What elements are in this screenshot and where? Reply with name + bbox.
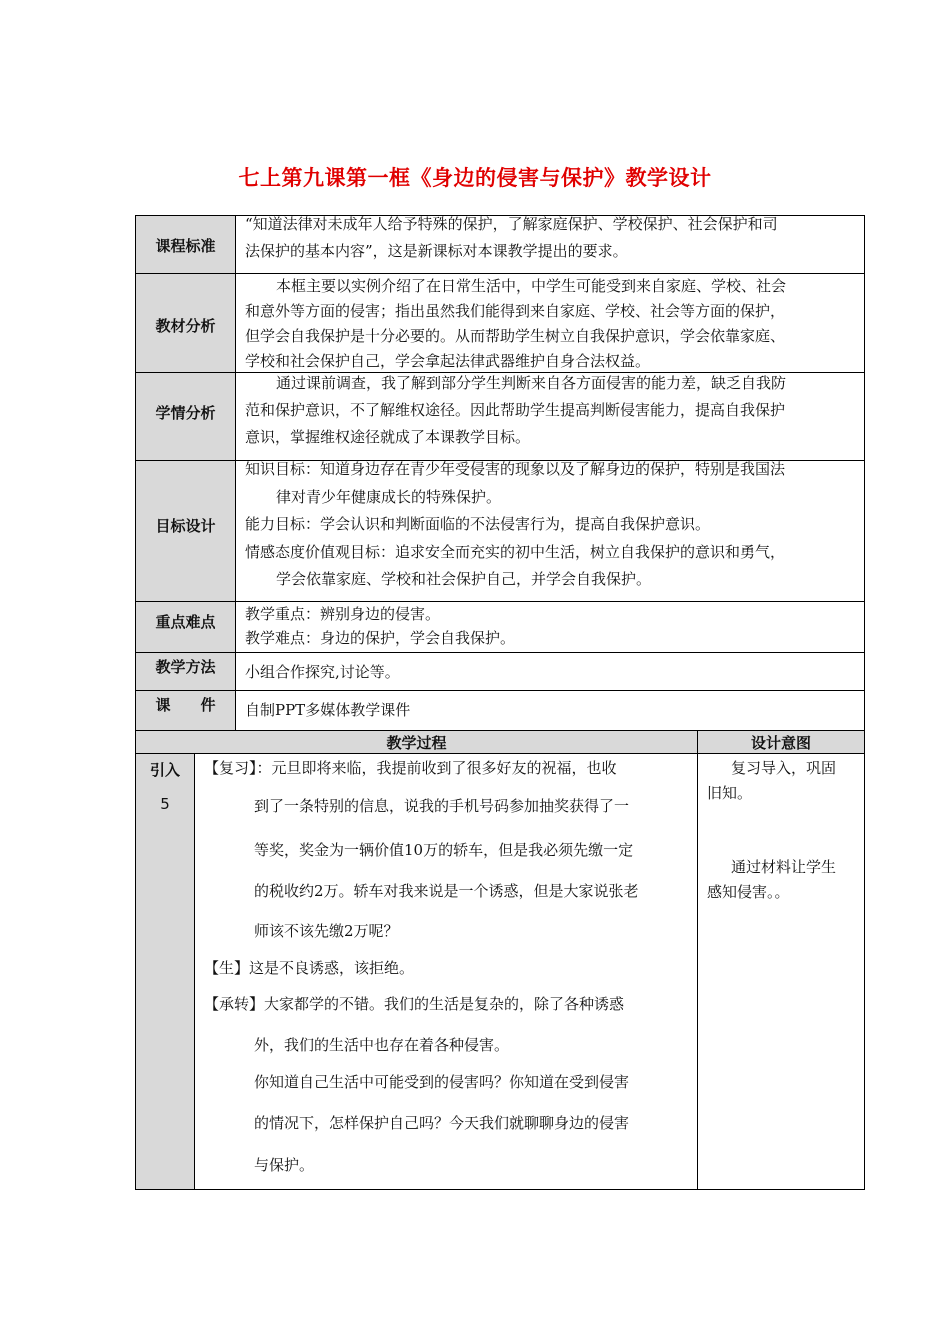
label-teaching-method: 教学方法 [155,658,216,676]
process-line: 师该不该先缴2万呢？ [254,922,399,940]
label-material-analysis: 教材分析 [155,317,216,335]
label-courseware: 课 件 [155,696,216,714]
process-line: 【复习】：元旦即将来临，我提前收到了很多好友的祝福，也收 [204,759,617,777]
material-line: 学校和社会保护自己，学会拿起法律武器维护自身合法权益。 [245,352,651,370]
goal-line: 知识目标：知道身边存在青少年受侵害的现象以及了解身边的保护，特别是我国法 [245,460,786,478]
courseware-text: 自制PPT多媒体教学课件 [245,701,411,719]
keypoint-line: 教学重点：辨别身边的侵害。 [245,605,441,623]
process-header: 教学过程 [386,734,447,752]
intent-line: 感知侵害。。 [707,883,790,901]
label-course-standard: 课程标准 [155,237,216,255]
process-line: 的情况下，怎样保护自己吗？今天我们就聊聊身边的侵害 [254,1114,630,1132]
intent-line: 复习导入，巩固 [731,759,837,777]
label-goal-design: 目标设计 [155,517,216,535]
students-line: 通过课前调查，我了解到部分学生判断来自各方面侵害的能力差，缺乏自我防 [276,374,787,392]
intent-line: 通过材料让学生 [731,858,837,876]
process-line: 外，我们的生活中也存在着各种侵害。 [254,1036,510,1054]
material-line: 但学会自我保护是十分必要的。从而帮助学生树立自我保护意识，学会依靠家庭、 [245,327,786,345]
method-text: 小组合作探究,讨论等。 [245,663,400,681]
keypoint-line: 教学难点：身边的保护，学会自我保护。 [245,629,516,647]
goal-line: 情感态度价值观目标：追求安全而充实的初中生活，树立自我保护的意识和勇气， [245,543,786,561]
intent-line: 旧知。 [707,784,753,802]
students-line: 范和保护意识，不了解维权途径。因此帮助学生提高判断侵害能力，提高自我保护 [245,401,786,419]
label-student-analysis: 学情分析 [155,404,216,422]
row-divider [135,753,865,754]
process-line: 【生】这是不良诱惑，该拒绝。 [204,959,415,977]
standard-line: “知道法律对未成年人给予特殊的保护，了解家庭保护、学校保护、社会保护和司 [245,215,778,233]
stage-divider [194,753,195,1190]
process-line: 的税收约2万。轿车对我来说是一个诱惑，但是大家说张老 [254,882,639,900]
row-divider [135,690,865,691]
intent-divider [697,730,698,1190]
intent-header: 设计意图 [750,734,811,752]
stage-label: 引入 [149,761,180,779]
label-divider [235,215,236,730]
process-line: 等奖，奖金为一辆价值10万的轿车，但是我必须先缴一定 [254,841,634,859]
process-line: 【承转】大家都学的不错。我们的生活是复杂的，除了各种诱惑 [204,995,625,1013]
material-line: 本框主要以实例介绍了在日常生活中，中学生可能受到来自家庭、学校、社会 [276,277,787,295]
process-line: 你知道自己生活中可能受到的侵害吗？你知道在受到侵害 [254,1073,630,1091]
goal-line: 学会依靠家庭、学校和社会保护自己，并学会自我保护。 [276,570,652,588]
standard-line: 法保护的基本内容”，这是新课标对本课教学提出的要求。 [245,242,628,260]
label-key-points: 重点难点 [155,613,216,631]
goal-line: 能力目标：学会认识和判断面临的不法侵害行为，提高自我保护意识。 [245,515,711,533]
page-title: 七上第九课第一框《身边的侵害与保护》教学设计 [238,166,712,190]
goal-line: 律对青少年健康成长的特殊保护。 [276,488,502,506]
process-line: 与保护。 [254,1156,315,1174]
students-line: 意识，掌握维权途径就成了本课教学目标。 [245,428,531,446]
material-line: 和意外等方面的侵害；指出虽然我们能得到来自家庭、学校、社会等方面的保护， [245,302,786,320]
stage-minutes: 5 [160,795,170,813]
process-line: 到了一条特别的信息，说我的手机号码参加抽奖获得了一 [254,797,630,815]
row-divider [135,652,865,653]
row-divider [135,730,865,731]
